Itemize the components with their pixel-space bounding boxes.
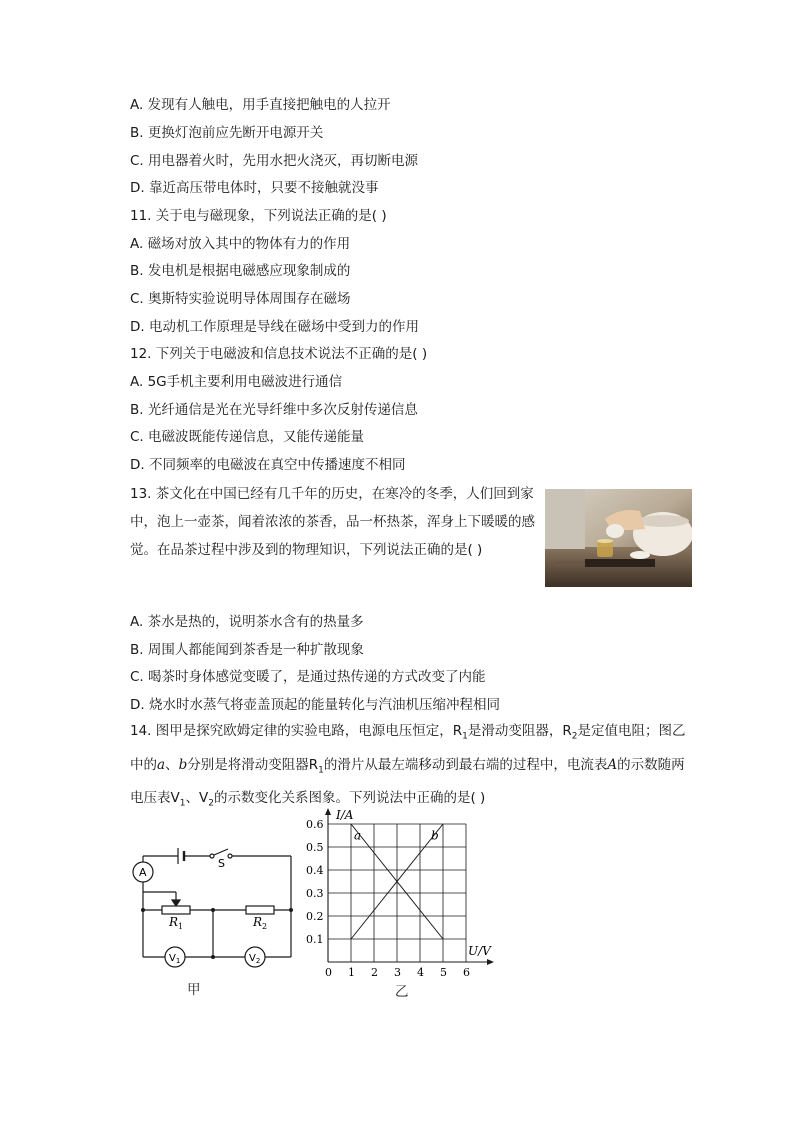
circuit-caption: 甲 [187,982,201,998]
x-tick-label: 6 [463,966,470,979]
y-tick-label: 0.6 [306,818,324,831]
y-tick-label: 0.3 [306,887,324,900]
q11-option-c: C. 奥斯特实验说明导体周围存在磁场 [130,291,351,307]
q13-option-d: D. 烧水时水蒸气将壶盖顶起的能量转化与汽油机压缩冲程相同 [130,697,500,713]
q13-option-a: A. 茶水是热的，说明茶水含有的热量多 [130,614,364,630]
x-axis-arrow [487,959,494,965]
x-tick-label: 1 [348,966,355,979]
x-tick-label: 0 [325,966,332,979]
x-tick-label: 4 [417,966,424,979]
y-tick-label: 0.2 [306,910,324,923]
q12-option-a: A. 5G手机主要利用电磁波进行通信 [130,374,343,390]
v2-label: $V_2$ [249,953,261,965]
q10-option-a: A. 发现有人触电，用手直接把触电的人拉开 [130,97,391,113]
switch-label: S [218,857,225,870]
q11-option-b: B. 发电机是根据电磁感应现象制成的 [130,263,351,279]
chart-caption: 乙 [395,984,409,1000]
q11-option-a: A. 磁场对放入其中的物体有力的作用 [130,236,351,252]
q10-option-c: C. 用电器着火时，先用水把火浇灭，再切断电源 [130,153,419,169]
q13-stem: 13. 茶文化在中国已经有几千年的历史，在寒冷的冬季，人们回到家中，泡上一壶茶，闻着浓浓的茶香，品一杯热茶，浑身上下暖暖的感觉。在品茶过程中涉及到的物理知识，下列说法正确的是( ) [130,486,535,558]
q12-option-d: D. 不同频率的电磁波在真空中传播速度不相同 [130,457,406,473]
ammeter-label: A [139,866,147,879]
x-tick-label: 5 [440,966,447,979]
r2-label: $R_2$ [253,915,268,931]
q10-option-d: D. 靠近高压带电体时，只要不接触就没事 [130,180,379,196]
q14-stem: 14. 图甲是探究欧姆定律的实验电路，电源电压恒定，$R_1$是滑动变阻器，$R_2$是定值电阻；图乙中的a、b分别是将滑动变阻器$R_1$的滑片从最左端移动到最右端的过程中，电流表A的示数随两电压表$V_1$、$V_2$的示数变化关系图象。下列说法中正确的是( ) [130,723,686,810]
q11-option-d: D. 电动机工作原理是导线在磁场中受到力的作用 [130,319,419,335]
current-voltage-chart [300,805,510,985]
series-a-label: a [354,828,362,843]
circuit-diagram [125,840,300,1000]
q12-stem: 12. 下列关于电磁波和信息技术说法不正确的是( ) [130,346,428,362]
q13-option-c: C. 喝茶时身体感觉变暖了，是通过热传递的方式改变了内能 [130,669,486,685]
y-axis-label: I/A [336,808,354,822]
series-b-label: b [431,828,439,843]
q12-option-c: C. 电磁波既能传递信息，又能传递能量 [130,429,365,445]
q11-stem: 11. 关于电与磁现象，下列说法正确的是( ) [130,208,387,224]
q13-option-b: B. 周围人都能闻到茶香是一种扩散现象 [130,642,364,658]
v1-label: $V_1$ [169,953,181,965]
y-tick-label: 0.1 [306,933,324,946]
x-tick-label: 2 [371,966,378,979]
y-tick-label: 0.5 [306,841,324,854]
x-axis-label: U/V [468,944,491,958]
x-tick-label: 3 [394,966,401,979]
y-tick-label: 0.4 [306,864,324,877]
q10-option-b: B. 更换灯泡前应先断开电源开关 [130,125,324,141]
r1-label: $R_1$ [169,915,184,931]
q12-option-b: B. 光纤通信是光在光导纤维中多次反射传递信息 [130,402,418,418]
y-axis-arrow [325,808,331,815]
tea-photo [545,489,692,587]
